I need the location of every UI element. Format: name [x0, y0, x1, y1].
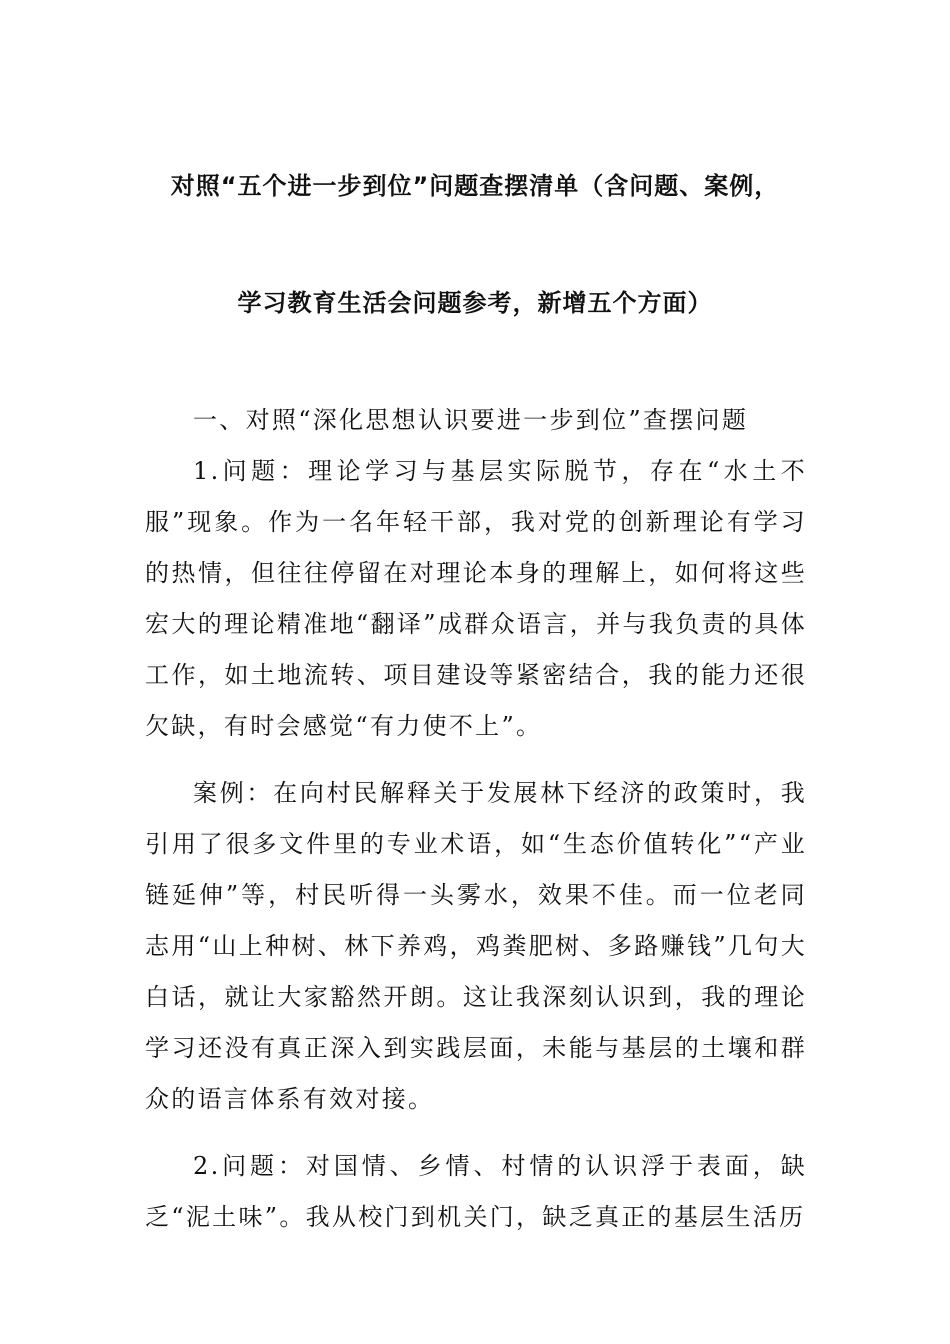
document-title-line-1: 对照“五个进一步到位”问题查摆清单（含问题、案例，	[170, 172, 780, 200]
problem-paragraph-1: 1.问题：理论学习与基层实际脱节，存在“水土不服”现象。作为一名年轻干部，我对党的创新理论有学习的热情，但往往停留在对理论本身的理解上，如何将这些宏大的理论精准地“翻译”成群众语言，并与我负责的具体工作，如土地流转、项目建设等紧密结合，我的能力还很欠缺，有时会感觉“有力使不上”。	[145, 457, 807, 740]
section-heading: 一、对照“深化思想认识要进一步到位”查摆问题	[193, 406, 749, 434]
document-body	[145, 395, 807, 1243]
document-title-line-2: 学习教育生活会问题参考，新增五个方面）	[237, 289, 713, 317]
case-paragraph-1: 案例：在向村民解释关于发展林下经济的政策时，我引用了很多文件里的专业术语，如“生态价值转化”“产业链延伸”等，村民听得一头雾水，效果不佳。而一位老同志用“山上种树、林下养鸡，鸡粪肥树、多路赚钱”几句大白话，就让大家豁然开朗。这让我深刻认识到，我的理论学习还没有真正深入到实践层面，未能与基层的土壤和群众的语言体系有效对接。	[145, 779, 807, 1113]
problem-paragraph-2: 2.问题：对国情、乡情、村情的认识浮于表面，缺乏“泥土味”。我从校门到机关门，缺乏真正的基层生活历	[145, 1152, 807, 1231]
